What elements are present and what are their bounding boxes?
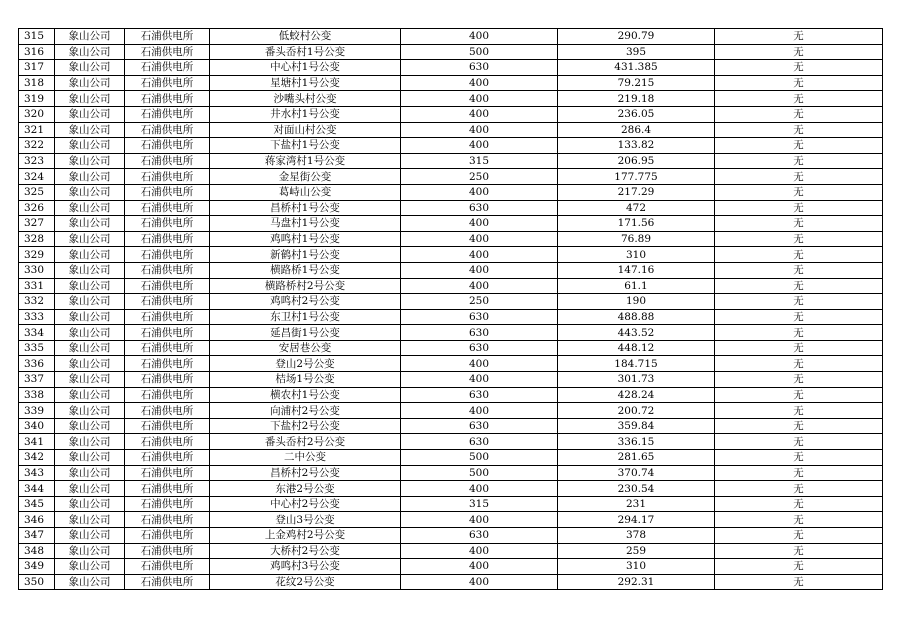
- cell-remark: 无: [715, 262, 883, 278]
- cell-row-number: 325: [19, 184, 55, 200]
- table-row: [19, 574, 883, 590]
- cell-load: 230.54: [558, 481, 715, 497]
- cell-company: 象山公司: [55, 200, 125, 216]
- table-row: [19, 184, 883, 200]
- cell-company: 象山公司: [55, 294, 125, 310]
- table-row: [19, 543, 883, 559]
- cell-capacity: 400: [401, 262, 558, 278]
- cell-row-number: 329: [19, 247, 55, 263]
- cell-company: 象山公司: [55, 512, 125, 528]
- cell-power-station: 石浦供电所: [125, 184, 210, 200]
- cell-row-number: 315: [19, 29, 55, 45]
- cell-capacity: 400: [401, 75, 558, 91]
- cell-company: 象山公司: [55, 465, 125, 481]
- cell-capacity: 630: [401, 528, 558, 544]
- table-row: [19, 418, 883, 434]
- cell-power-station: 石浦供电所: [125, 75, 210, 91]
- table-row: [19, 465, 883, 481]
- cell-transformer-name: 延昌街1号公变: [210, 325, 401, 341]
- cell-load: 171.56: [558, 216, 715, 232]
- cell-company: 象山公司: [55, 356, 125, 372]
- cell-load: 294.17: [558, 512, 715, 528]
- cell-load: 290.79: [558, 29, 715, 45]
- cell-transformer-name: 番头岙村2号公变: [210, 434, 401, 450]
- cell-row-number: 317: [19, 60, 55, 76]
- table-row: [19, 481, 883, 497]
- cell-row-number: 330: [19, 262, 55, 278]
- cell-load: 217.29: [558, 184, 715, 200]
- cell-remark: 无: [715, 216, 883, 232]
- table-row: [19, 29, 883, 45]
- cell-power-station: 石浦供电所: [125, 574, 210, 590]
- cell-row-number: 319: [19, 91, 55, 107]
- cell-transformer-name: 番头岙村1号公变: [210, 44, 401, 60]
- cell-capacity: 500: [401, 44, 558, 60]
- cell-row-number: 350: [19, 574, 55, 590]
- cell-capacity: 400: [401, 278, 558, 294]
- cell-power-station: 石浦供电所: [125, 356, 210, 372]
- cell-transformer-name: 鸡鸣村2号公变: [210, 294, 401, 310]
- cell-power-station: 石浦供电所: [125, 44, 210, 60]
- table-row: [19, 278, 883, 294]
- cell-remark: 无: [715, 231, 883, 247]
- table-body: [19, 29, 883, 590]
- cell-load: 177.775: [558, 169, 715, 185]
- cell-load: 147.16: [558, 262, 715, 278]
- cell-load: 292.31: [558, 574, 715, 590]
- cell-load: 378: [558, 528, 715, 544]
- cell-load: 231: [558, 496, 715, 512]
- cell-capacity: 630: [401, 200, 558, 216]
- cell-power-station: 石浦供电所: [125, 340, 210, 356]
- cell-remark: 无: [715, 403, 883, 419]
- cell-transformer-name: 昌桥村1号公变: [210, 200, 401, 216]
- cell-row-number: 339: [19, 403, 55, 419]
- table-row: [19, 403, 883, 419]
- cell-transformer-name: 对面山村公变: [210, 122, 401, 138]
- table-row: [19, 450, 883, 466]
- cell-company: 象山公司: [55, 29, 125, 45]
- cell-row-number: 344: [19, 481, 55, 497]
- cell-row-number: 341: [19, 434, 55, 450]
- cell-company: 象山公司: [55, 44, 125, 60]
- table-row: [19, 106, 883, 122]
- cell-remark: 无: [715, 60, 883, 76]
- cell-load: 395: [558, 44, 715, 60]
- cell-company: 象山公司: [55, 496, 125, 512]
- cell-power-station: 石浦供电所: [125, 247, 210, 263]
- cell-capacity: 630: [401, 325, 558, 341]
- cell-capacity: 400: [401, 29, 558, 45]
- cell-company: 象山公司: [55, 278, 125, 294]
- cell-company: 象山公司: [55, 387, 125, 403]
- cell-capacity: 400: [401, 372, 558, 388]
- cell-company: 象山公司: [55, 309, 125, 325]
- cell-company: 象山公司: [55, 138, 125, 154]
- cell-row-number: 333: [19, 309, 55, 325]
- cell-transformer-name: 横路桥村2号公变: [210, 278, 401, 294]
- cell-load: 488.88: [558, 309, 715, 325]
- cell-power-station: 石浦供电所: [125, 91, 210, 107]
- cell-company: 象山公司: [55, 325, 125, 341]
- cell-transformer-name: 新鹤村1号公变: [210, 247, 401, 263]
- cell-load: 76.89: [558, 231, 715, 247]
- cell-load: 336.15: [558, 434, 715, 450]
- cell-load: 79.215: [558, 75, 715, 91]
- cell-remark: 无: [715, 574, 883, 590]
- cell-capacity: 400: [401, 184, 558, 200]
- cell-capacity: 400: [401, 403, 558, 419]
- cell-load: 281.65: [558, 450, 715, 466]
- cell-transformer-name: 鸡鸣村1号公变: [210, 231, 401, 247]
- cell-power-station: 石浦供电所: [125, 481, 210, 497]
- cell-power-station: 石浦供电所: [125, 169, 210, 185]
- cell-company: 象山公司: [55, 60, 125, 76]
- cell-company: 象山公司: [55, 340, 125, 356]
- cell-remark: 无: [715, 543, 883, 559]
- cell-company: 象山公司: [55, 91, 125, 107]
- cell-power-station: 石浦供电所: [125, 512, 210, 528]
- cell-transformer-name: 东港2号公变: [210, 481, 401, 497]
- cell-capacity: 400: [401, 138, 558, 154]
- table-row: [19, 496, 883, 512]
- cell-company: 象山公司: [55, 184, 125, 200]
- cell-row-number: 316: [19, 44, 55, 60]
- cell-company: 象山公司: [55, 153, 125, 169]
- table-row: [19, 91, 883, 107]
- cell-remark: 无: [715, 434, 883, 450]
- cell-capacity: 630: [401, 418, 558, 434]
- table-row: [19, 309, 883, 325]
- table-row: [19, 262, 883, 278]
- cell-remark: 无: [715, 372, 883, 388]
- cell-remark: 无: [715, 340, 883, 356]
- cell-power-station: 石浦供电所: [125, 528, 210, 544]
- table-row: [19, 44, 883, 60]
- cell-company: 象山公司: [55, 574, 125, 590]
- cell-transformer-name: 安居巷公变: [210, 340, 401, 356]
- cell-capacity: 630: [401, 60, 558, 76]
- cell-company: 象山公司: [55, 75, 125, 91]
- cell-row-number: 321: [19, 122, 55, 138]
- cell-transformer-name: 金星街公变: [210, 169, 401, 185]
- cell-power-station: 石浦供电所: [125, 294, 210, 310]
- spreadsheet-page: [18, 28, 882, 590]
- cell-load: 370.74: [558, 465, 715, 481]
- cell-remark: 无: [715, 278, 883, 294]
- cell-power-station: 石浦供电所: [125, 465, 210, 481]
- cell-transformer-name: 星塘村1号公变: [210, 75, 401, 91]
- cell-remark: 无: [715, 247, 883, 263]
- cell-load: 310: [558, 247, 715, 263]
- cell-remark: 无: [715, 356, 883, 372]
- cell-remark: 无: [715, 450, 883, 466]
- cell-capacity: 400: [401, 122, 558, 138]
- cell-transformer-name: 葛峙山公变: [210, 184, 401, 200]
- cell-remark: 无: [715, 481, 883, 497]
- cell-capacity: 400: [401, 481, 558, 497]
- table-row: [19, 60, 883, 76]
- cell-power-station: 石浦供电所: [125, 309, 210, 325]
- cell-power-station: 石浦供电所: [125, 200, 210, 216]
- cell-capacity: 500: [401, 450, 558, 466]
- table-row: [19, 387, 883, 403]
- cell-capacity: 400: [401, 543, 558, 559]
- cell-power-station: 石浦供电所: [125, 418, 210, 434]
- cell-row-number: 328: [19, 231, 55, 247]
- cell-company: 象山公司: [55, 169, 125, 185]
- cell-power-station: 石浦供电所: [125, 29, 210, 45]
- cell-transformer-name: 昌桥村2号公变: [210, 465, 401, 481]
- cell-transformer-name: 鸡鸣村3号公变: [210, 559, 401, 575]
- table-row: [19, 434, 883, 450]
- cell-power-station: 石浦供电所: [125, 543, 210, 559]
- cell-capacity: 400: [401, 574, 558, 590]
- cell-capacity: 400: [401, 216, 558, 232]
- cell-load: 428.24: [558, 387, 715, 403]
- cell-row-number: 343: [19, 465, 55, 481]
- cell-power-station: 石浦供电所: [125, 231, 210, 247]
- cell-transformer-name: 东卫村1号公变: [210, 309, 401, 325]
- cell-transformer-name: 中心村1号公变: [210, 60, 401, 76]
- table-row: [19, 138, 883, 154]
- cell-row-number: 318: [19, 75, 55, 91]
- table-row: [19, 372, 883, 388]
- cell-power-station: 石浦供电所: [125, 450, 210, 466]
- cell-transformer-name: 横农村1号公变: [210, 387, 401, 403]
- cell-power-station: 石浦供电所: [125, 403, 210, 419]
- cell-transformer-name: 沙嘴头村公变: [210, 91, 401, 107]
- transformer-table: [18, 28, 883, 590]
- cell-capacity: 400: [401, 106, 558, 122]
- cell-capacity: 250: [401, 169, 558, 185]
- cell-company: 象山公司: [55, 247, 125, 263]
- cell-row-number: 332: [19, 294, 55, 310]
- table-row: [19, 153, 883, 169]
- cell-row-number: 323: [19, 153, 55, 169]
- cell-load: 206.95: [558, 153, 715, 169]
- cell-capacity: 315: [401, 153, 558, 169]
- cell-company: 象山公司: [55, 262, 125, 278]
- cell-capacity: 400: [401, 356, 558, 372]
- cell-load: 286.4: [558, 122, 715, 138]
- cell-power-station: 石浦供电所: [125, 153, 210, 169]
- cell-remark: 无: [715, 294, 883, 310]
- table-row: [19, 169, 883, 185]
- cell-remark: 无: [715, 200, 883, 216]
- cell-power-station: 石浦供电所: [125, 138, 210, 154]
- cell-power-station: 石浦供电所: [125, 60, 210, 76]
- cell-power-station: 石浦供电所: [125, 122, 210, 138]
- cell-row-number: 335: [19, 340, 55, 356]
- cell-load: 310: [558, 559, 715, 575]
- cell-remark: 无: [715, 138, 883, 154]
- cell-row-number: 337: [19, 372, 55, 388]
- cell-capacity: 400: [401, 231, 558, 247]
- table-row: [19, 340, 883, 356]
- cell-row-number: 324: [19, 169, 55, 185]
- cell-row-number: 331: [19, 278, 55, 294]
- cell-remark: 无: [715, 75, 883, 91]
- cell-remark: 无: [715, 387, 883, 403]
- table-row: [19, 528, 883, 544]
- cell-remark: 无: [715, 325, 883, 341]
- cell-transformer-name: 中心村2号公变: [210, 496, 401, 512]
- cell-remark: 无: [715, 106, 883, 122]
- cell-capacity: 630: [401, 340, 558, 356]
- cell-remark: 无: [715, 559, 883, 575]
- cell-company: 象山公司: [55, 216, 125, 232]
- cell-capacity: 400: [401, 512, 558, 528]
- cell-power-station: 石浦供电所: [125, 278, 210, 294]
- table-row: [19, 75, 883, 91]
- cell-company: 象山公司: [55, 543, 125, 559]
- table-row: [19, 200, 883, 216]
- cell-row-number: 348: [19, 543, 55, 559]
- cell-power-station: 石浦供电所: [125, 559, 210, 575]
- table-row: [19, 325, 883, 341]
- cell-company: 象山公司: [55, 106, 125, 122]
- table-row: [19, 356, 883, 372]
- cell-company: 象山公司: [55, 418, 125, 434]
- cell-power-station: 石浦供电所: [125, 372, 210, 388]
- cell-transformer-name: 低蛟村公变: [210, 29, 401, 45]
- cell-load: 259: [558, 543, 715, 559]
- cell-remark: 无: [715, 122, 883, 138]
- cell-remark: 无: [715, 169, 883, 185]
- cell-transformer-name: 登山2号公变: [210, 356, 401, 372]
- table-row: [19, 294, 883, 310]
- cell-transformer-name: 马盘村1号公变: [210, 216, 401, 232]
- cell-capacity: 630: [401, 434, 558, 450]
- cell-power-station: 石浦供电所: [125, 106, 210, 122]
- cell-transformer-name: 大桥村2号公变: [210, 543, 401, 559]
- cell-row-number: 326: [19, 200, 55, 216]
- cell-remark: 无: [715, 44, 883, 60]
- cell-remark: 无: [715, 496, 883, 512]
- cell-company: 象山公司: [55, 559, 125, 575]
- cell-capacity: 250: [401, 294, 558, 310]
- cell-load: 184.715: [558, 356, 715, 372]
- cell-transformer-name: 登山3号公变: [210, 512, 401, 528]
- cell-capacity: 630: [401, 387, 558, 403]
- cell-load: 200.72: [558, 403, 715, 419]
- cell-remark: 无: [715, 29, 883, 45]
- cell-row-number: 327: [19, 216, 55, 232]
- cell-load: 236.05: [558, 106, 715, 122]
- cell-load: 431.385: [558, 60, 715, 76]
- cell-transformer-name: 井水村1号公变: [210, 106, 401, 122]
- cell-load: 359.84: [558, 418, 715, 434]
- cell-transformer-name: 二中公变: [210, 450, 401, 466]
- cell-row-number: 338: [19, 387, 55, 403]
- cell-transformer-name: 上金鸡村2号公变: [210, 528, 401, 544]
- cell-transformer-name: 向浦村2号公变: [210, 403, 401, 419]
- cell-company: 象山公司: [55, 122, 125, 138]
- cell-power-station: 石浦供电所: [125, 387, 210, 403]
- cell-remark: 无: [715, 418, 883, 434]
- cell-company: 象山公司: [55, 372, 125, 388]
- cell-company: 象山公司: [55, 481, 125, 497]
- cell-row-number: 345: [19, 496, 55, 512]
- cell-remark: 无: [715, 528, 883, 544]
- cell-row-number: 342: [19, 450, 55, 466]
- table-row: [19, 231, 883, 247]
- cell-capacity: 500: [401, 465, 558, 481]
- cell-load: 61.1: [558, 278, 715, 294]
- cell-power-station: 石浦供电所: [125, 262, 210, 278]
- cell-power-station: 石浦供电所: [125, 496, 210, 512]
- cell-capacity: 400: [401, 91, 558, 107]
- cell-capacity: 630: [401, 309, 558, 325]
- cell-company: 象山公司: [55, 231, 125, 247]
- cell-capacity: 400: [401, 247, 558, 263]
- table-row: [19, 122, 883, 138]
- cell-row-number: 346: [19, 512, 55, 528]
- cell-remark: 无: [715, 91, 883, 107]
- table-row: [19, 559, 883, 575]
- cell-row-number: 340: [19, 418, 55, 434]
- cell-company: 象山公司: [55, 450, 125, 466]
- cell-row-number: 336: [19, 356, 55, 372]
- cell-load: 133.82: [558, 138, 715, 154]
- cell-row-number: 322: [19, 138, 55, 154]
- cell-load: 443.52: [558, 325, 715, 341]
- cell-transformer-name: 下盐村2号公变: [210, 418, 401, 434]
- cell-power-station: 石浦供电所: [125, 325, 210, 341]
- cell-row-number: 347: [19, 528, 55, 544]
- table-row: [19, 247, 883, 263]
- cell-remark: 无: [715, 153, 883, 169]
- cell-remark: 无: [715, 309, 883, 325]
- cell-transformer-name: 桔场1号公变: [210, 372, 401, 388]
- cell-load: 472: [558, 200, 715, 216]
- cell-company: 象山公司: [55, 403, 125, 419]
- cell-transformer-name: 下盐村1号公变: [210, 138, 401, 154]
- cell-transformer-name: 花纹2号公变: [210, 574, 401, 590]
- cell-row-number: 334: [19, 325, 55, 341]
- cell-load: 219.18: [558, 91, 715, 107]
- cell-company: 象山公司: [55, 528, 125, 544]
- cell-load: 190: [558, 294, 715, 310]
- cell-remark: 无: [715, 512, 883, 528]
- cell-transformer-name: 蒋家湾村1号公变: [210, 153, 401, 169]
- cell-power-station: 石浦供电所: [125, 434, 210, 450]
- cell-load: 301.73: [558, 372, 715, 388]
- cell-transformer-name: 横路桥1号公变: [210, 262, 401, 278]
- cell-capacity: 315: [401, 496, 558, 512]
- cell-remark: 无: [715, 465, 883, 481]
- cell-power-station: 石浦供电所: [125, 216, 210, 232]
- table-row: [19, 512, 883, 528]
- cell-company: 象山公司: [55, 434, 125, 450]
- cell-row-number: 320: [19, 106, 55, 122]
- cell-capacity: 400: [401, 559, 558, 575]
- cell-row-number: 349: [19, 559, 55, 575]
- cell-remark: 无: [715, 184, 883, 200]
- cell-load: 448.12: [558, 340, 715, 356]
- table-row: [19, 216, 883, 232]
